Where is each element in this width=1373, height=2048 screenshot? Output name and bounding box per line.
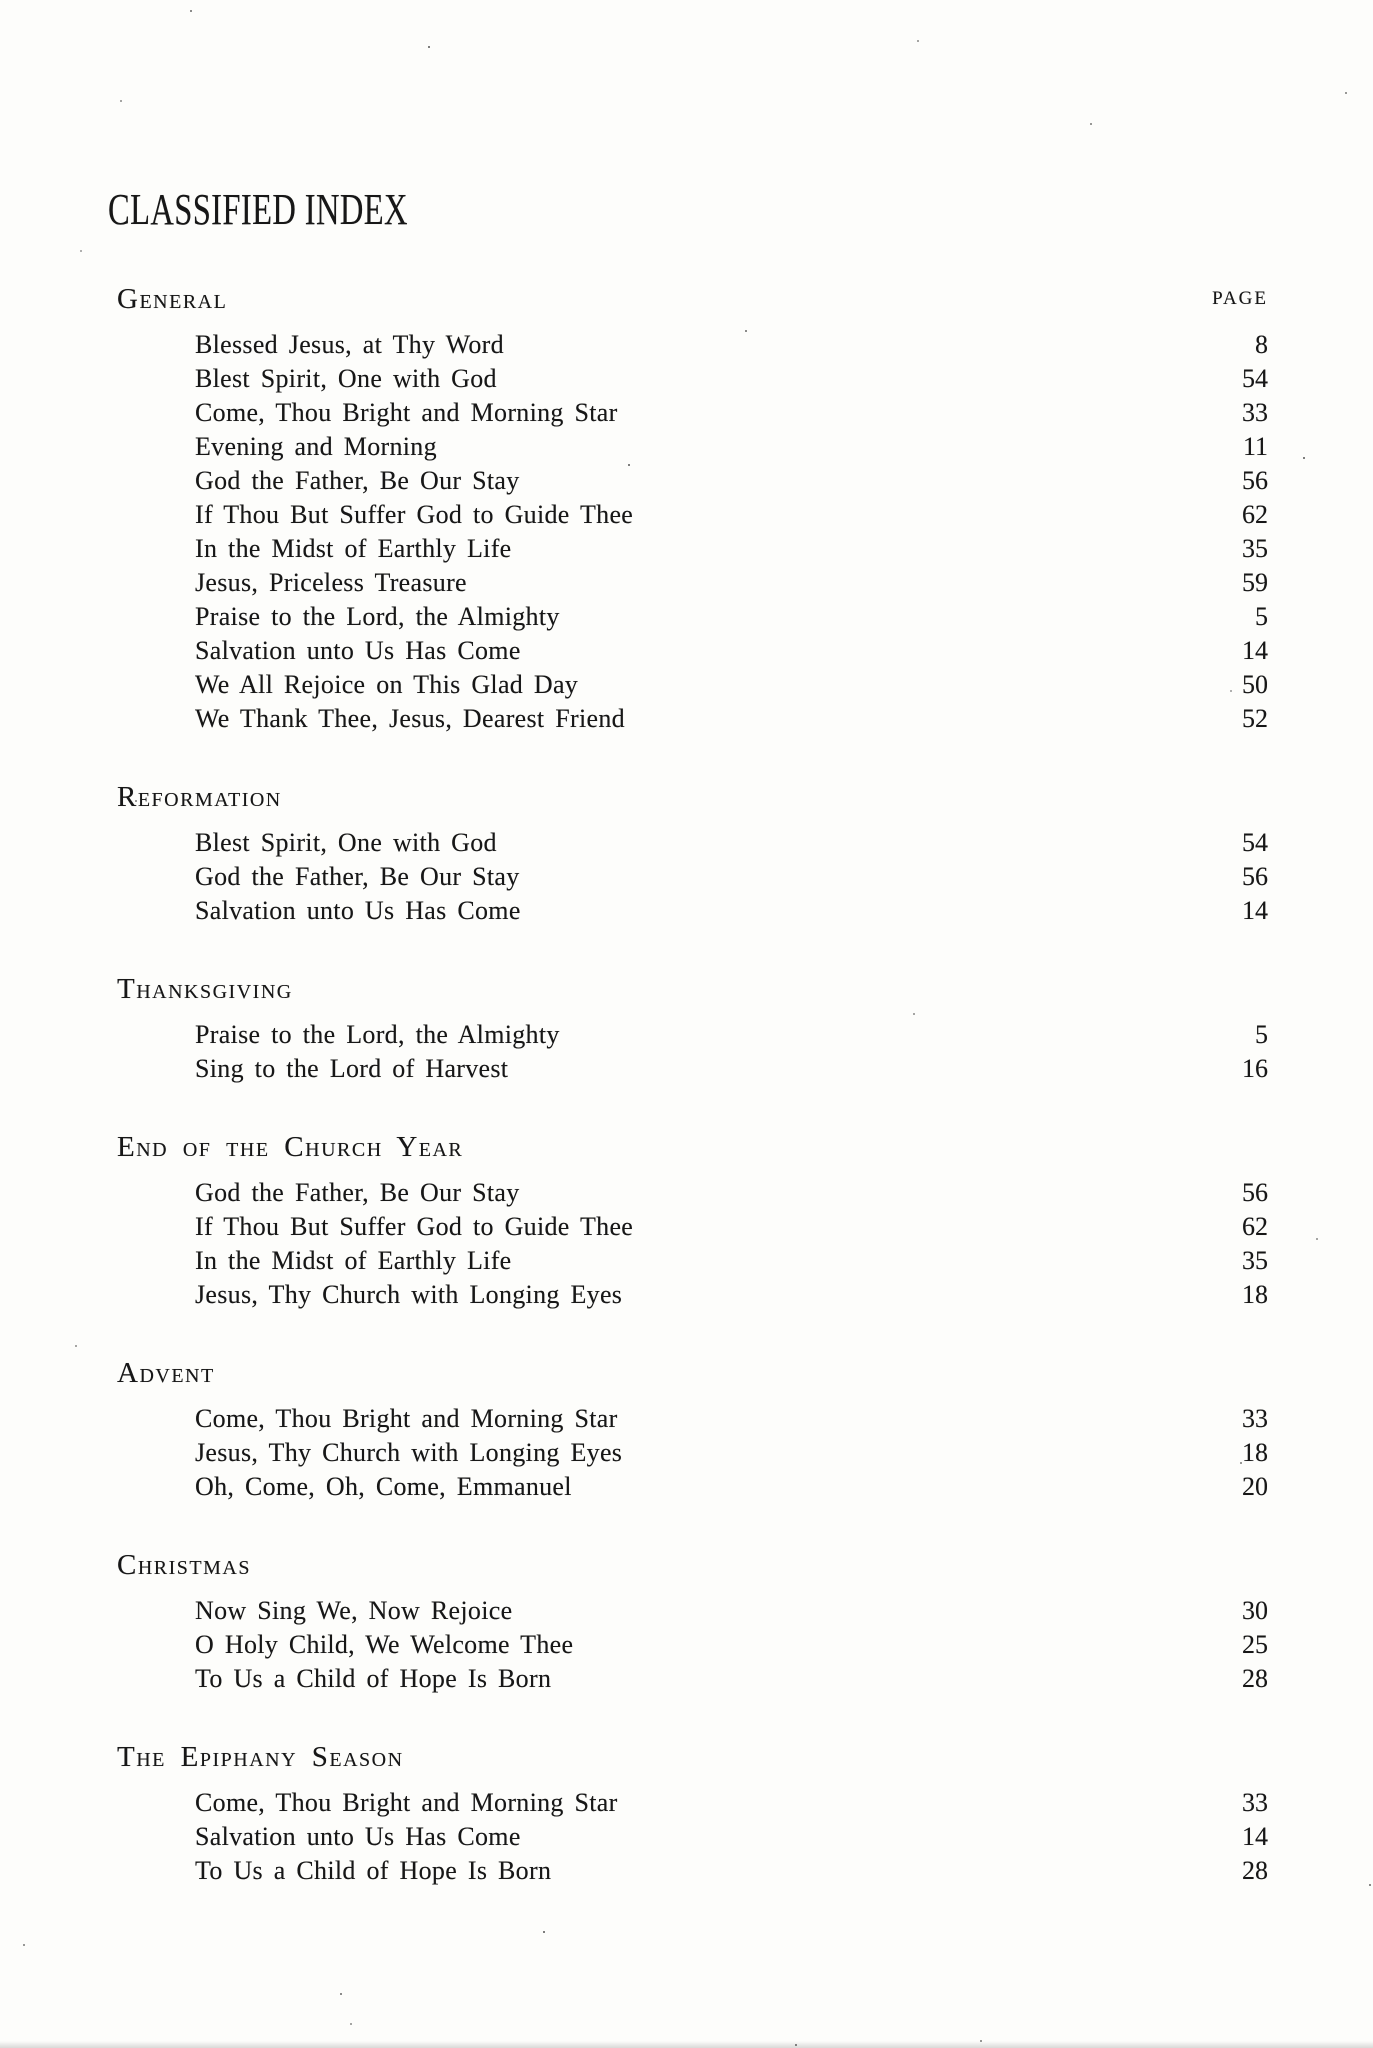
hymn-page-number: 30: [1242, 1596, 1268, 1625]
index-entry: [195, 1786, 1268, 1820]
hymn-title: We Thank Thee, Jesus, Dearest Friend: [195, 704, 625, 733]
index-entry: [195, 1176, 1268, 1210]
index-entry: [195, 1018, 1268, 1052]
index-entry: [195, 532, 1268, 566]
section-heading-the-epiphany-season: The Epiphany Season: [117, 1741, 404, 1773]
index-entry: [195, 860, 1268, 894]
section-heading-row: [117, 1356, 1268, 1390]
index-entry: [195, 1594, 1268, 1628]
section-heading-reformation: Reformation: [117, 781, 282, 813]
section-heading-end-of-the-church-year: End of the Church Year: [117, 1131, 464, 1163]
index-entry: [195, 1628, 1268, 1662]
hymn-title: Blest Spirit, One with God: [195, 828, 497, 857]
hymn-title: If Thou But Suffer God to Guide Thee: [195, 1212, 634, 1241]
section-heading-row: [117, 282, 1268, 316]
hymn-page-number: 52: [1242, 704, 1268, 733]
index-section: [117, 780, 1268, 928]
index-section: [117, 282, 1268, 736]
hymn-page-number: 56: [1242, 466, 1268, 495]
hymn-title: Sing to the Lord of Harvest: [195, 1054, 509, 1083]
hymn-page-number: 62: [1242, 1212, 1268, 1241]
hymn-title: Praise to the Lord, the Almighty: [195, 602, 560, 631]
index-entry: [195, 498, 1268, 532]
hymn-title: God the Father, Be Our Stay: [195, 466, 520, 495]
index-entry: [195, 1402, 1268, 1436]
index-section: [117, 1130, 1268, 1312]
scan-speckles: [0, 0, 2, 2]
hymn-title: Come, Thou Bright and Morning Star: [195, 398, 618, 427]
hymn-page-number: 18: [1242, 1438, 1268, 1467]
hymn-page-number: 33: [1242, 1404, 1268, 1433]
index-entry: [195, 702, 1268, 736]
index-entry: [195, 328, 1268, 362]
index-entry: [195, 1052, 1268, 1086]
hymn-title: God the Father, Be Our Stay: [195, 862, 520, 891]
index-entry: [195, 396, 1268, 430]
index-section: [117, 1356, 1268, 1504]
hymn-title: God the Father, Be Our Stay: [195, 1178, 520, 1207]
section-heading-general: General: [117, 283, 228, 315]
hymn-page-number: 54: [1242, 828, 1268, 857]
hymn-title: To Us a Child of Hope Is Born: [195, 1856, 552, 1885]
hymn-page-number: 54: [1242, 364, 1268, 393]
index-section: [117, 1548, 1268, 1696]
page-column-header: PAGE: [1212, 288, 1268, 309]
hymn-page-number: 11: [1242, 432, 1268, 461]
hymn-title: Jesus, Thy Church with Longing Eyes: [195, 1438, 623, 1467]
hymn-page-number: 5: [1255, 602, 1268, 631]
section-heading-thanksgiving: Thanksgiving: [117, 973, 293, 1005]
index-entry: [195, 1854, 1268, 1888]
index-entry: [195, 1244, 1268, 1278]
hymn-title: In the Midst of Earthly Life: [195, 1246, 512, 1275]
hymn-page-number: 14: [1242, 1822, 1268, 1851]
hymn-title: Salvation unto Us Has Come: [195, 896, 521, 925]
hymn-title: Jesus, Thy Church with Longing Eyes: [195, 1280, 623, 1309]
index-entry: [195, 1436, 1268, 1470]
sections: [117, 282, 1268, 1888]
hymn-title: Evening and Morning: [195, 432, 437, 461]
hymn-title: Oh, Come, Oh, Come, Emmanuel: [195, 1472, 572, 1501]
hymn-title: Praise to the Lord, the Almighty: [195, 1020, 560, 1049]
hymn-title: To Us a Child of Hope Is Born: [195, 1664, 552, 1693]
section-heading-advent: Advent: [117, 1357, 215, 1389]
hymn-title: Blessed Jesus, at Thy Word: [195, 330, 504, 359]
hymn-page-number: 14: [1242, 896, 1268, 925]
hymn-title: Come, Thou Bright and Morning Star: [195, 1404, 618, 1433]
index-entry: [195, 1820, 1268, 1854]
hymn-page-number: 35: [1242, 1246, 1268, 1275]
hymn-title: Blest Spirit, One with God: [195, 364, 497, 393]
index-entry: [195, 826, 1268, 860]
section-heading-row: [117, 780, 1268, 814]
hymn-page-number: 25: [1242, 1630, 1268, 1659]
hymn-page-number: 8: [1255, 330, 1268, 359]
hymn-page-number: 35: [1242, 534, 1268, 563]
section-entries: [117, 1594, 1268, 1696]
hymn-page-number: 56: [1242, 862, 1268, 891]
hymn-page-number: 5: [1255, 1020, 1268, 1049]
hymn-page-number: 33: [1242, 1788, 1268, 1817]
section-entries: [117, 1176, 1268, 1312]
index-entry: [195, 566, 1268, 600]
hymn-title: Jesus, Priceless Treasure: [195, 568, 467, 597]
index-entry: [195, 464, 1268, 498]
index-entry: [195, 430, 1268, 464]
hymn-page-number: 14: [1242, 636, 1268, 665]
section-heading-row: [117, 972, 1268, 1006]
index-section: [117, 1740, 1268, 1888]
section-entries: [117, 328, 1268, 736]
index-entry: [195, 362, 1268, 396]
section-heading-row: [117, 1740, 1268, 1774]
index-entry: [195, 668, 1268, 702]
index-entry: [195, 1662, 1268, 1696]
hymn-page-number: 20: [1242, 1472, 1268, 1501]
index-entry: [195, 1210, 1268, 1244]
index-section: [117, 972, 1268, 1086]
hymn-title: Salvation unto Us Has Come: [195, 1822, 521, 1851]
section-heading-row: [117, 1548, 1268, 1582]
index-entry: [195, 1278, 1268, 1312]
hymn-page-number: 59: [1242, 568, 1268, 597]
index-entry: [195, 894, 1268, 928]
section-entries: [117, 1402, 1268, 1504]
hymn-page-number: 28: [1242, 1664, 1268, 1693]
hymn-title: Salvation unto Us Has Come: [195, 636, 521, 665]
section-heading-christmas: Christmas: [117, 1549, 251, 1581]
section-entries: [117, 826, 1268, 928]
hymn-title: If Thou But Suffer God to Guide Thee: [195, 500, 634, 529]
hymn-page-number: 16: [1242, 1054, 1268, 1083]
index-entry: [195, 600, 1268, 634]
page-title: CLASSIFIED INDEX: [108, 185, 408, 234]
hymn-page-number: 33: [1242, 398, 1268, 427]
hymn-title: In the Midst of Earthly Life: [195, 534, 512, 563]
hymn-title: O Holy Child, We Welcome Thee: [195, 1630, 574, 1659]
hymn-page-number: 18: [1242, 1280, 1268, 1309]
hymn-title: Come, Thou Bright and Morning Star: [195, 1788, 618, 1817]
section-entries: [117, 1786, 1268, 1888]
hymn-page-number: 56: [1242, 1178, 1268, 1207]
section-entries: [117, 1018, 1268, 1086]
section-heading-row: [117, 1130, 1268, 1164]
index-entry: [195, 1470, 1268, 1504]
hymn-title: Now Sing We, Now Rejoice: [195, 1596, 513, 1625]
hymn-page-number: 50: [1242, 670, 1268, 699]
hymn-title: We All Rejoice on This Glad Day: [195, 670, 579, 699]
index-entry: [195, 634, 1268, 668]
hymn-page-number: 28: [1242, 1856, 1268, 1885]
hymn-page-number: 62: [1242, 500, 1268, 529]
